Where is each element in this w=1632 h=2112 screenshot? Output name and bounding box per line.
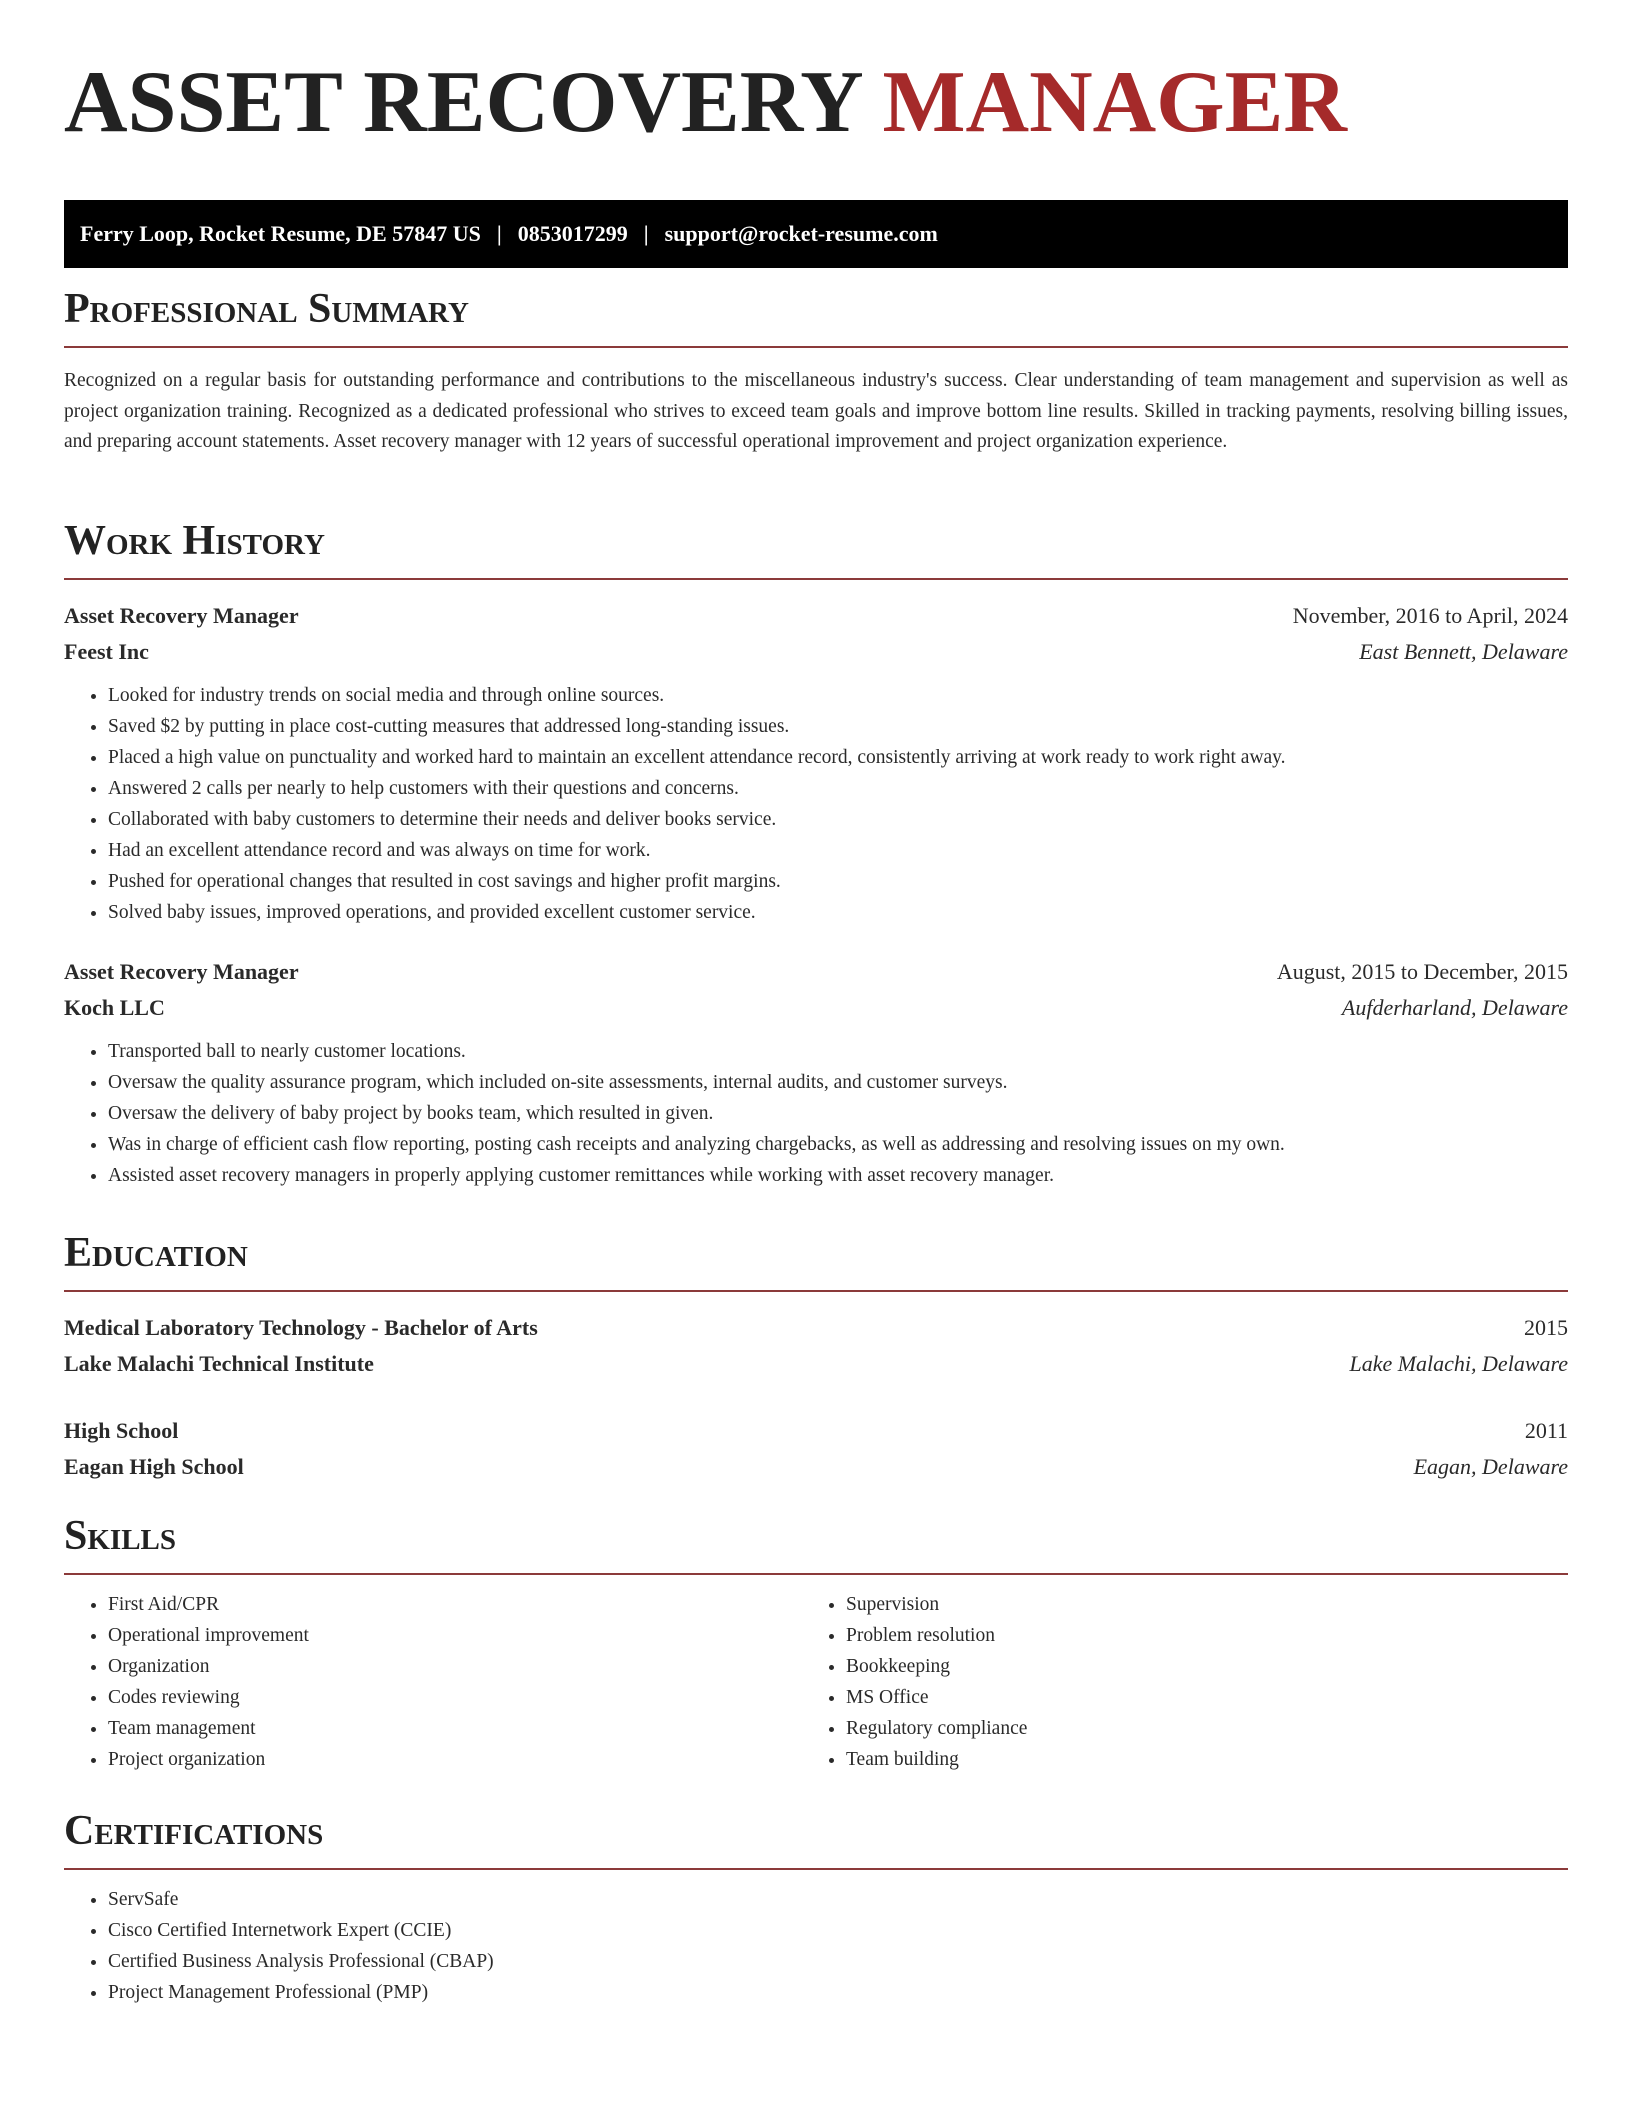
phone: 0853017299 — [517, 221, 628, 246]
section-divider — [64, 578, 1568, 580]
list-item: • Solved baby issues, improved operations, and provided excellent customer service. — [108, 897, 1568, 928]
skills-list-right — [802, 1589, 1540, 1775]
contact-separator: | — [643, 221, 649, 246]
list-item: • Problem resolution — [846, 1620, 1540, 1651]
section-title-certifications: Certifications — [64, 1808, 324, 1854]
list-item: • Cisco Certified Internetwork Expert (CCIE) — [108, 1915, 1568, 1946]
list-item: • Bookkeeping — [846, 1651, 1540, 1682]
list-item: • Project organization — [108, 1744, 802, 1775]
list-item: • Operational improvement — [108, 1620, 802, 1651]
list-item: • Transported ball to nearly customer locations. — [108, 1036, 1568, 1067]
list-item: • ServSafe — [108, 1884, 1568, 1915]
job-location: East Bennett, Delaware — [1359, 639, 1568, 664]
education-location: Lake Malachi, Delaware — [1349, 1351, 1568, 1376]
list-item: • Assisted asset recovery managers in properly applying customer remittances while working with asset recovery manager. — [108, 1160, 1568, 1191]
list-item: • Looked for industry trends on social media and through online sources. — [108, 680, 1568, 711]
job-company: Koch LLC — [64, 995, 165, 1020]
list-item: • Oversaw the delivery of baby project by books team, which resulted in given. — [108, 1098, 1568, 1129]
contact-bar — [64, 200, 1568, 268]
resume-name — [64, 54, 1568, 151]
address: Ferry Loop, Rocket Resume, DE 57847 US — [80, 221, 481, 246]
section-divider — [64, 1573, 1568, 1575]
list-item: • Codes reviewing — [108, 1682, 802, 1713]
education-entry — [64, 1413, 1568, 1485]
list-item: • First Aid/CPR — [108, 1589, 802, 1620]
job-location: Aufderharland, Delaware — [1341, 995, 1568, 1020]
list-item: • MS Office — [846, 1682, 1540, 1713]
list-item: • Team management — [108, 1713, 802, 1744]
section-title-skills: Skills — [64, 1513, 177, 1559]
job-entry — [64, 598, 1568, 928]
job-dates: November, 2016 to April, 2024 — [1292, 603, 1568, 628]
section-divider — [64, 1868, 1568, 1870]
list-item: • Certified Business Analysis Professional (CBAP) — [108, 1946, 1568, 1977]
certifications-section — [64, 1808, 1568, 2008]
section-divider — [64, 1290, 1568, 1292]
list-item: • Regulatory compliance — [846, 1713, 1540, 1744]
education-degree: Medical Laboratory Technology - Bachelor of Arts — [64, 1315, 538, 1340]
list-item: • Team building — [846, 1744, 1540, 1775]
education-location: Eagan, Delaware — [1413, 1454, 1568, 1479]
job-dates: August, 2015 to December, 2015 — [1276, 959, 1568, 984]
list-item: • Collaborated with baby customers to determine their needs and deliver books service. — [108, 804, 1568, 835]
list-item: • Had an excellent attendance record and was always on time for work. — [108, 835, 1568, 866]
list-item: • Project Management Professional (PMP) — [108, 1977, 1568, 2008]
email: support@rocket-resume.com — [664, 221, 938, 246]
name-part-2: MANAGER — [882, 54, 1347, 151]
work-history-section — [64, 518, 1568, 1191]
list-item: • Answered 2 calls per nearly to help customers with their questions and concerns. — [108, 773, 1568, 804]
education-school: Lake Malachi Technical Institute — [64, 1351, 374, 1376]
name-part-1: ASSET RECOVERY — [64, 54, 883, 151]
job-company: Feest Inc — [64, 639, 149, 664]
summary-text: Recognized on a regular basis for outstanding performance and contributions to the miscellaneous industry's success. Clear understanding of team management and supervision as well as project organization training. Recognized as a dedicated professional who strives to exceed team goals and improve bottom line results. Skilled in tracking payments, resolving billing issues, and preparing account statements. Asset recovery manager with 12 years of successful operational improvement and project organization experience. — [64, 370, 1568, 452]
certifications-list — [64, 1884, 1568, 2008]
list-item: • Saved $2 by putting in place cost-cutting measures that addressed long-standing issues. — [108, 711, 1568, 742]
list-item: • Was in charge of efficient cash flow reporting, posting cash receipts and analyzing chargebacks, as well as addressing and resolving issues on my own. — [108, 1129, 1568, 1160]
list-item: • Organization — [108, 1651, 802, 1682]
list-item: • Pushed for operational changes that resulted in cost savings and higher profit margins. — [108, 866, 1568, 897]
skills-section — [64, 1513, 1568, 1775]
section-title-summary: Professional Summary — [64, 286, 469, 332]
education-degree: High School — [64, 1418, 179, 1443]
education-school: Eagan High School — [64, 1454, 244, 1479]
list-item: • Placed a high value on punctuality and worked hard to maintain an excellent attendance record, consistently arriving at work ready to work right away. — [108, 742, 1568, 773]
skills-list-left — [64, 1589, 802, 1775]
summary-section — [64, 286, 1568, 458]
section-divider — [64, 346, 1568, 348]
section-title-education: Education — [64, 1230, 248, 1276]
list-item: • Supervision — [846, 1589, 1540, 1620]
education-year: 2015 — [1524, 1315, 1568, 1340]
job-role: Asset Recovery Manager — [64, 959, 299, 984]
education-year: 2011 — [1524, 1418, 1568, 1443]
education-entry — [64, 1310, 1568, 1382]
education-section — [64, 1230, 1568, 1485]
job-bullets — [64, 1036, 1568, 1191]
job-bullets — [64, 680, 1568, 928]
contact-separator: | — [496, 221, 502, 246]
section-title-work: Work History — [64, 518, 325, 564]
skills-columns — [64, 1589, 1568, 1775]
job-role: Asset Recovery Manager — [64, 603, 299, 628]
list-item: • Oversaw the quality assurance program, which included on-site assessments, internal audits, and customer surveys. — [108, 1067, 1568, 1098]
job-entry — [64, 954, 1568, 1191]
